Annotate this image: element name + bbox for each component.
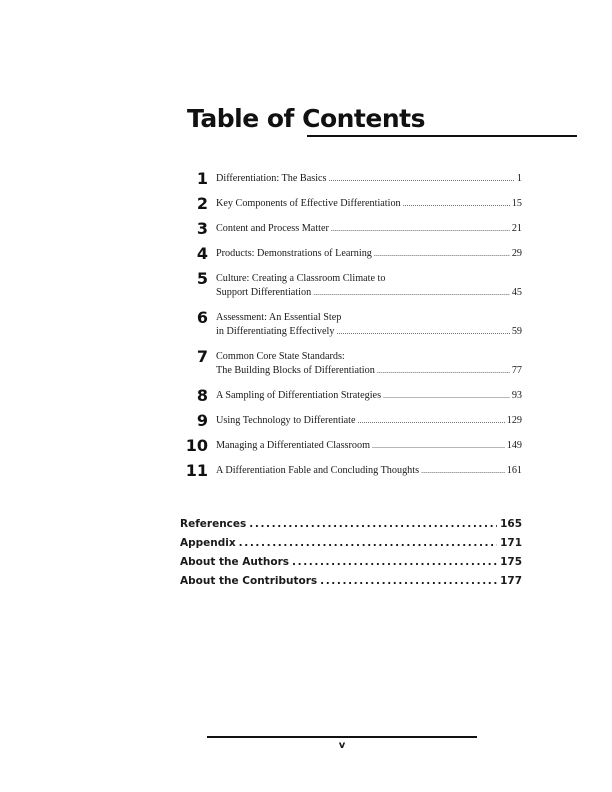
page-ref: 1	[516, 173, 522, 184]
dot-leader	[403, 197, 510, 211]
page-ref: 165	[500, 518, 522, 530]
dot-leader	[383, 389, 510, 403]
toc-entry[interactable]	[180, 461, 522, 480]
chapter-number: 8	[196, 386, 208, 405]
page-ref: 175	[500, 556, 522, 568]
toc-entry[interactable]	[180, 194, 522, 213]
chapter-number: 10	[185, 436, 208, 455]
dot-leader	[239, 537, 497, 549]
page-ref: 161	[506, 465, 522, 476]
back-matter-entry[interactable]	[180, 575, 522, 587]
toc-entry[interactable]	[180, 244, 522, 263]
back-matter-entry[interactable]	[180, 556, 522, 568]
chapter-title: A Sampling of Differentiation Strategies	[216, 390, 382, 401]
chapter-title: Content and Process Matter	[216, 223, 329, 234]
back-matter-entry[interactable]	[180, 537, 522, 549]
chapter-number: 7	[196, 347, 208, 366]
dot-leader	[336, 325, 509, 339]
dot-leader	[313, 286, 510, 300]
page-ref: 59	[511, 326, 522, 337]
chapter-number: 4	[196, 244, 208, 263]
page-ref: 171	[500, 537, 522, 549]
footer-rule	[207, 736, 477, 738]
chapter-number: 3	[196, 219, 208, 238]
chapter-title: Using Technology to Differentiate	[216, 415, 356, 426]
page-ref: 129	[506, 415, 522, 426]
chapter-title: Culture: Creating a Classroom Climate to	[216, 273, 386, 284]
dot-leader	[374, 247, 510, 261]
page-ref: 29	[511, 248, 522, 259]
chapter-title: Common Core State Standards:	[216, 351, 345, 362]
title-underline	[307, 135, 577, 137]
page-ref: 15	[511, 198, 522, 209]
dot-leader	[421, 464, 505, 478]
dot-leader	[331, 222, 510, 236]
chapter-title: Products: Demonstrations of Learning	[216, 248, 372, 259]
toc-entry[interactable]	[180, 386, 522, 405]
chapter-title: A Differentiation Fable and Concluding Thoughts	[216, 465, 420, 476]
page-ref: 149	[506, 440, 522, 451]
page-ref: 77	[511, 365, 522, 376]
page-ref: 177	[500, 575, 522, 587]
chapter-number: 11	[185, 461, 208, 480]
toc-entry[interactable]	[180, 347, 522, 378]
toc-entry[interactable]	[180, 219, 522, 238]
dot-leader	[249, 518, 497, 530]
toc-entry[interactable]	[180, 269, 522, 300]
back-matter-entry[interactable]	[180, 518, 522, 530]
toc-entry[interactable]	[180, 169, 522, 188]
chapter-number: 5	[196, 269, 208, 288]
chapter-title: Managing a Differentiated Classroom	[216, 440, 370, 451]
dot-leader	[329, 172, 515, 186]
chapter-title: Support Differentiation	[216, 287, 312, 298]
back-matter-label: About the Authors	[180, 556, 290, 568]
chapter-title: Key Components of Effective Differentiation	[216, 198, 401, 209]
dot-leader	[320, 575, 497, 587]
toc-chapter-list	[180, 169, 522, 489]
dot-leader	[292, 556, 497, 568]
toc-entry[interactable]	[180, 308, 522, 339]
chapter-title: Differentiation: The Basics	[216, 173, 327, 184]
chapter-title: Assessment: An Essential Step	[216, 312, 342, 323]
dot-leader	[358, 414, 505, 428]
toc-back-matter-list	[180, 518, 522, 594]
chapter-title: The Building Blocks of Differentiation	[216, 365, 375, 376]
toc-entry[interactable]	[180, 436, 522, 455]
page-ref: 93	[511, 390, 522, 401]
back-matter-label: References	[180, 518, 247, 530]
chapter-number: 2	[196, 194, 208, 213]
back-matter-label: Appendix	[180, 537, 236, 549]
page-title: Table of Contents	[187, 104, 425, 133]
dot-leader	[372, 439, 505, 453]
page-ref: 45	[511, 287, 522, 298]
back-matter-label: About the Contributors	[180, 575, 318, 587]
page-ref: 21	[511, 223, 522, 234]
chapter-number: 1	[196, 169, 208, 188]
dot-leader	[377, 364, 510, 378]
toc-entry[interactable]	[180, 411, 522, 430]
page-number: v	[338, 740, 346, 751]
chapter-number: 6	[196, 308, 208, 327]
chapter-number: 9	[196, 411, 208, 430]
chapter-title: in Differentiating Effectively	[216, 326, 335, 337]
